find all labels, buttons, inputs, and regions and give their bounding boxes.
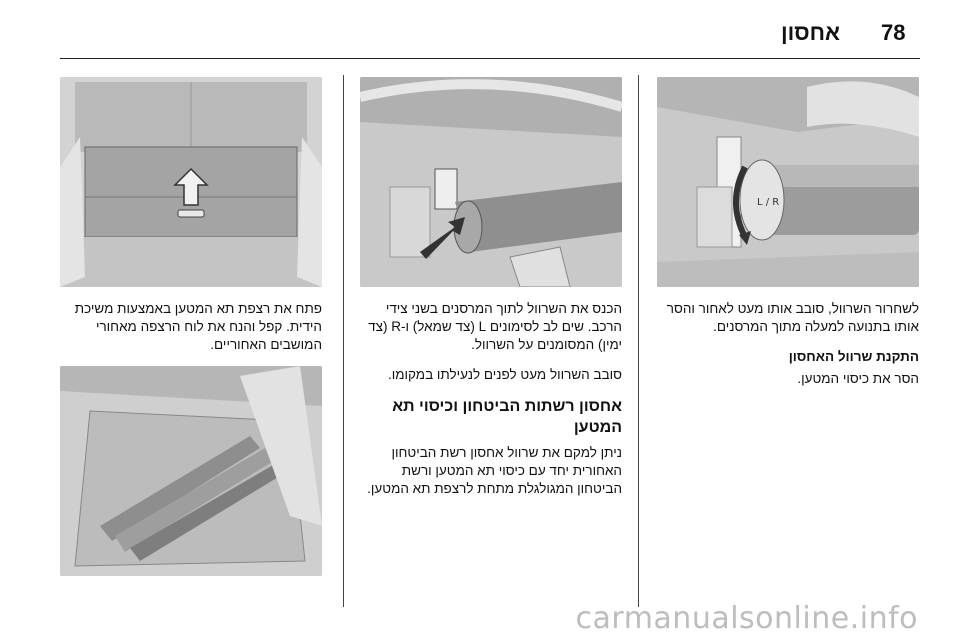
figure-sleeve-installation	[360, 77, 622, 287]
right-column-text	[657, 300, 919, 400]
page-number: 78	[881, 20, 906, 45]
figure-stowed-nets	[60, 366, 322, 576]
right-para-2: הסר את כיסוי המטען.	[797, 371, 919, 386]
right-para-1: לשחרור השרוול, סובב אותו מעט לאחור והסר אותו בתנועה למעלה מתוך המרסנים.	[666, 301, 919, 334]
figure-load-floor-lift	[60, 77, 322, 287]
sleeve-marking-label: L / R	[757, 197, 780, 208]
middle-para-1: הכנס את השרוול לתוך המרסנים בשני צידי הרכב. שים לב לסימונים L (צד שמאל) ו-R (צד ימין) המסומנים על השרוול.	[368, 301, 622, 352]
left-column-text	[60, 300, 322, 366]
header-rule	[60, 58, 920, 59]
section-title: אחסון	[780, 20, 840, 45]
middle-heading: אחסון רשתות הביטחון וכיסוי תא המטען	[392, 398, 622, 436]
column-divider-right	[638, 75, 639, 607]
middle-column-text	[360, 300, 622, 510]
column-divider-left	[343, 75, 344, 607]
left-para-1: פתח את רצפת תא המטען באמצעות משיכת הידית. קפל והנח את לוח הרצפה מאחורי המושבים האחוריים.	[74, 301, 322, 352]
middle-para-2: סובב השרוול מעט לפנים לנעילתו במקומו.	[387, 367, 622, 382]
watermark: carmanualsonline.info	[575, 601, 918, 636]
right-heading: התקנת שרוול האחסון	[788, 349, 919, 364]
figure-sleeve-removal	[657, 77, 919, 287]
middle-para-3: ניתן למקם את שרוול אחסון רשת הביטחון האחורית יחד עם כיסוי תא המטען ורשת הביטחון המגולגלת מתחת לרצפת תא המטען.	[367, 445, 622, 496]
